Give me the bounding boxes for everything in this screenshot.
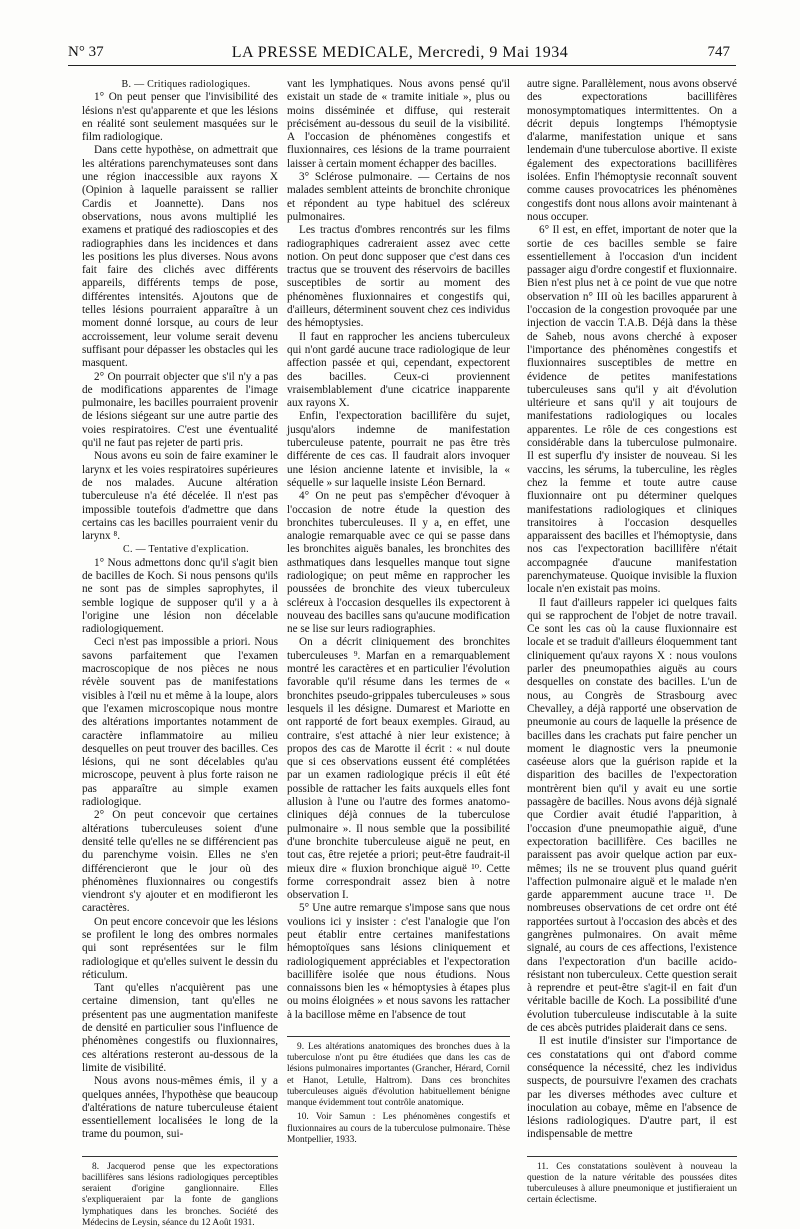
- paragraph: Les tractus d'ombres rencontrés sur les films radiographiques cadreraient assez avec cette notion. On peut donc supposer que c'est dans ces tractus que se trouvent des réservoirs de bacilles susceptibles de sortir au moment des phénomènes fluxionnaires et congestifs qui, d'ailleurs, déterminent souvent chez ces individus des hémoptysies.: [287, 224, 510, 330]
- column-3: [527, 78, 737, 1206]
- paragraph: autre signe. Parallèlement, nous avons observé des expectorations bacillifères monosymptomatiques intermittentes. On a décrit depuis longtemps l'hémoptysie d'alarme, manifestation unique et sans lendemain d'une tuberculose abortive. Il existe également des expectorations bacillifères isolées. Enfin l'hémoptysie reconnaît souvent comme causes provocatrices les phénomènes congestifs dont nous allons avoir maintenant à nous occuper.: [527, 78, 737, 223]
- paragraph: Il faut en rapprocher les anciens tuberculeux qui n'ont gardé aucune trace radiologique de leur affection passée et qui, cependant, expectorent des bacilles. Ceux-ci proviennent vraisemblablement d'une cicatrice inapparente aux rayons X.: [287, 330, 510, 410]
- paragraph: Tant qu'elles n'acquièrent pas une certaine dimension, tant qu'elles ne présentent pas une augmentation manifeste de densité en particulier sous l'influence de phénomènes congestifs ou fluxionnaires, ces altérations resteront au-dessous de la limite de visibilité.: [82, 982, 278, 1074]
- column-1: [82, 78, 278, 1228]
- page-number: 747: [707, 44, 730, 60]
- paragraph: vant les lymphatiques. Nous avons pensé qu'il existait un stade de « tramite initiale », plus ou moins disséminée et diffuse, qui resterait précisément au-dessous du seuil de la visibilité. A l'occasion de phénomènes congestifs et fluxionnaires, ces lésions de la trame pourraient laisser à certain moment échapper des bacilles.: [287, 78, 510, 170]
- paragraph: Nous avons nous-mêmes émis, il y a quelques années, l'hypothèse que beaucoup d'altérations de nature tuberculeuse étaient essentiellement localisées le long de la trame du poumon, sui-: [82, 1075, 278, 1141]
- footnote-8: 8. Jacquerod pense que les expectorations bacillifères sans lésions radiologiques perceptibles seraient d'origine ganglionnaire. Elles s'expliqueraient par la fonte de ganglions lymphatiques dans les bronches. Société des Médecins de Leysin, séance du 12 Août 1931.: [82, 1161, 278, 1228]
- footnotes: [287, 1036, 510, 1146]
- paragraph: Ceci n'est pas impossible a priori. Nous savons parfaitement que l'examen macroscopique de nos pièces ne nous révèle souvent pas de manifestations visibles à l'œil nu et même à la loupe, alors que l'examen microscopique nous montre des altérations importantes notamment de caractère inflammatoire au milieu desquelles on peut trouver des bacilles. Ces lésions, qui ne sont décelables qu'au microscope, peuvent à plus forte raison ne pas apparaître au simple examen radiologique.: [82, 636, 278, 809]
- paragraph: 1° Nous admettons donc qu'il s'agit bien de bacilles de Koch. Si nous pensons qu'ils ne sont pas de simples saprophytes, il semble logique de supposer qu'il y a à l'origine une lésion non décelable radiologiquement.: [82, 556, 278, 636]
- section-heading-c: C. — Tentative d'explication.: [123, 544, 249, 556]
- footnote-11: 11. Ces constatations soulèvent à nouveau la question de la nature véritable des poussées dites tuberculeuses à allure pneumonique et justifieraient un certain éclectisme.: [527, 1161, 737, 1206]
- footnotes: [527, 1156, 737, 1207]
- header-rule: [68, 65, 736, 66]
- paragraph: Nous avons eu soin de faire examiner le larynx et les voies respiratoires supérieures de nos malades. Aucune altération tuberculeuse n'a été décelée. Il n'est pas impossible toutefois d'admettre que dans certains cas les bacilles pourraient venir du larynx ⁸.: [82, 450, 278, 543]
- paragraph: 4° On ne peut pas s'empêcher d'évoquer à l'occasion de notre étude la question des bronchites tuberculeuses. Il y a, en effet, une analogie remarquable avec ce qui se passe dans les bronchites aiguës banales, les bronchites des asthmatiques dans lesquelles manque tout signe radiologique; on peut même en rapprocher les poussées de bronchite des vieux tuberculeux scléreux à l'occasion desquelles ils expectorent à nouveau des bacilles sans qu'aucune modification ne se lise sur leurs radiographies.: [287, 490, 510, 636]
- running-header: [0, 42, 800, 66]
- paragraph: 2° On pourrait objecter que s'il n'y a pas de modifications apparentes de l'image pulmonaire, les bacilles pourraient provenir de lésions siégeant sur une autre partie des voies respiratoires. C'est une éventualité qu'il ne faut pas rejeter de parti pris.: [82, 370, 278, 450]
- footnote-10: 10. Voir Samun : Les phénomènes congestifs et fluxionnaires au cours de la tuberculose pulmonaire. Thèse Montpellier, 1933.: [287, 1112, 510, 1145]
- paragraph: 2° On peut concevoir que certaines altérations tuberculeuses soient d'une densité telle qu'elles ne se différencient pas du parenchyme voisin. Elles ne s'en différencieront que le jour où des phénomènes fluxionnaires ou congestifs viendront s'y ajouter et en modifieront les caractères.: [82, 809, 278, 915]
- paragraph: On peut encore concevoir que les lésions se profilent le long des ombres normales qui sont représentées sur le film radiologique et qu'elles suivent le dessin du réticulum.: [82, 915, 278, 981]
- paragraph: 5° Une autre remarque s'impose sans que nous voulions ici y insister : c'est l'analogie que l'on peut établir entre certaines manifestations hémoptoïques sans lésions cliniquement et radiologiquement appréciables et l'expectoration bacillifère isolée que nous étudions. Nous connaissons bien les « hémoptysies à étapes plus ou moins éloignées » et nous savons les rattacher à la bacillose même en l'absence de tout: [287, 902, 510, 1021]
- paragraph: 6° Il est, en effet, important de noter que la sortie de ces bacilles semble se faire essentiellement à l'occasion d'un incident passager aigu d'ordre congestif et fluxionnaire. Bien n'est plus net à ce point de vue que notre observation n° III où les bacilles apparurent à l'occasion de la congestion provoquée par une injection de vaccin T.A.B. Déjà dans la thèse de Saheb, nous avons cherché à exposer l'importance des phénomènes congestifs et fluxionnaires susceptibles de mettre en évidence de petites manifestations tuberculeuses sans qu'il y ait d'évolution ultérieure et sans qu'il y ait toujours de manifestations radiologiques ou locales apparentes. Le rôle de ces congestions est considérable dans la tuberculose pulmonaire. Il est superflu d'y insister de nouveau. Si les vaccins, les sérums, la tuberculine, les règles chez la femme et toute autre cause fluxionnaire ont pu déterminer quelques manifestations radiologiques et cliniques transitoires à l'occasion desquelles apparaissent des bacilles et l'hémoptysie, dans nos cas l'expectoration bacillifère n'était accompagnée d'aucune manifestation parenchymateuse. Quoique invisible la fluxion locale n'en existait pas moins.: [527, 224, 737, 596]
- footnotes: [82, 1156, 278, 1229]
- paragraph: Dans cette hypothèse, on admettrait que les altérations parenchymateuses sont dans une région inaccessible aux rayons X (Opinion à laquelle paraissent se rallier Cardis et Joannette). Dans nos observations, nous avons multiplié les examens et pratiqué des radioscopies et des radiographies dans les incidences et dans les positions les plus diverses. Nous avons fait faire des clichés avec différents appareils, différents temps de pose, différentes intensités. Ajoutons que de telles lésions pourraient apparaître à un moment donné lorsque, au cours de leur accroissement, leur volume serait devenu suffisant pour dépasser les obstacles qui les masquent.: [82, 144, 278, 370]
- paragraph: 3° Sclérose pulmonaire. — Certains de nos malades semblent atteints de bronchite chronique et répondent au type habituel des scléreux pulmonaires.: [287, 171, 510, 223]
- paragraph: Il est inutile d'insister sur l'importance de ces constatations qui ont d'abord comme conséquence la nécessité, chez les individus suspects, de poursuivre l'examen des crachats par les diverses méthodes avec culture et inoculation au cobaye, même en l'absence de lésions radiologiques. D'autre part, il est indispensable de mettre: [527, 1035, 737, 1141]
- paragraph: Il faut d'ailleurs rappeler ici quelques faits qui se rapprochent de l'objet de notre travail. Ce sont les cas où la cause fluxionnaire est locale et se traduit d'ailleurs éloquemment tant cliniquement qu'aux rayons X : nous voulons parler des pneumopathies aiguës au cours desquelles on constate des bacilles. L'un de nous, au Congrès de Strasbourg avec Chevalley, a déjà rapporté une observation de pneumonie au cours de laquelle la présence de bacilles dans les crachats put faire pencher un moment le diagnostic vers la pneumonie caséeuse alors que la guérison rapide et la disparition des bacilles de l'expectoration montrèrent bien qu'il y avait eu une sortie passagère de bacilles. Nous avons déjà signalé que Cordier avait étudié l'apparition, à l'occasion d'une pneumopathie aiguë, d'une expectoration bacillifère. Ces bacilles ne paraissent pas avoir quelque action par eux-mêmes; ils ne se trouvent plus quand guérit l'affection pulmonaire aiguë et le malade n'en garde apparemment aucune trace ¹¹. De nombreuses observations de cet ordre ont été rapportées surtout à l'occasion des abcès et des gangrènes pulmonaires. On avait même signalé, au cours de ces affections, l'existence dans l'expectoration d'un bacille acido-résistant non tuberculeux. Cette question serait à reprendre et peut-être s'agit-il en fait d'un véritable bacille de Koch. La possibilité d'une évolution tuberculeuse indiscutable à la suite de ces abcès putrides plaiderait dans ce sens.: [527, 596, 737, 1035]
- column-2: [287, 78, 510, 1145]
- footnote-9: 9. Les altérations anatomiques des bronches dues à la tuberculose n'ont pu être étudiées que dans les cas de lésions pulmonaires importantes (Grancher, Hérard, Cornil et Hanot, Letulle, Haltrom). Dans ces bronchites tuberculeuses aiguës d'évolution habituellement bénigne manque évidemment tout contrôle anatomique.: [287, 1042, 510, 1109]
- journal-title: LA PRESSE MEDICALE, Mercredi, 9 Mai 1934: [231, 44, 569, 61]
- paragraph: On a décrit cliniquement des bronchites tuberculeuses ⁹. Marfan en a remarquablement montré les caractères et en particulier l'évolution favorable qu'il résume dans les termes de « bronchites pseudo-grippales tuberculeuses » sous lesquels il les désigne. Dumarest et Mariotte en ont rapporté de fort beaux exemples. Giraud, au contraire, s'est attaché à nier leur existence; à propos des cas de Marotte il écrit : « nul doute que si ces observations eussent été complétées par un examen radiologique précis il eût été possible de rattacher les faits auxquels elles font allusion à l'une ou l'autre des formes anatomo-cliniques déjà connues de la tuberculose pulmonaire ». Il nous semble que la possibilité d'une bronchite tuberculeuse aiguë ne peut, en tout cas, être rejetée a priori; peut-être faudrait-il mieux dire « fluxion bronchique aiguë ¹⁰. Cette forme correspondrait assez bien à notre observation I.: [287, 636, 510, 902]
- section-heading-b: B. — Critiques radiologiques.: [121, 79, 251, 90]
- issue-number: N° 37: [68, 44, 104, 60]
- paragraph: Enfin, l'expectoration bacillifère du sujet, jusqu'alors indemne de manifestation tuberculeuse patente, pourrait ne pas être très différente de ces cas. Il faudrait alors invoquer une lésion ancienne latente et invisible, la « séquelle » sur laquelle insiste Léon Bernard.: [287, 410, 510, 489]
- paragraph: 1° On peut penser que l'invisibilité des lésions n'est qu'apparente et que les lésions en réalité sont seulement masquées sur le film radiologique.: [82, 91, 278, 144]
